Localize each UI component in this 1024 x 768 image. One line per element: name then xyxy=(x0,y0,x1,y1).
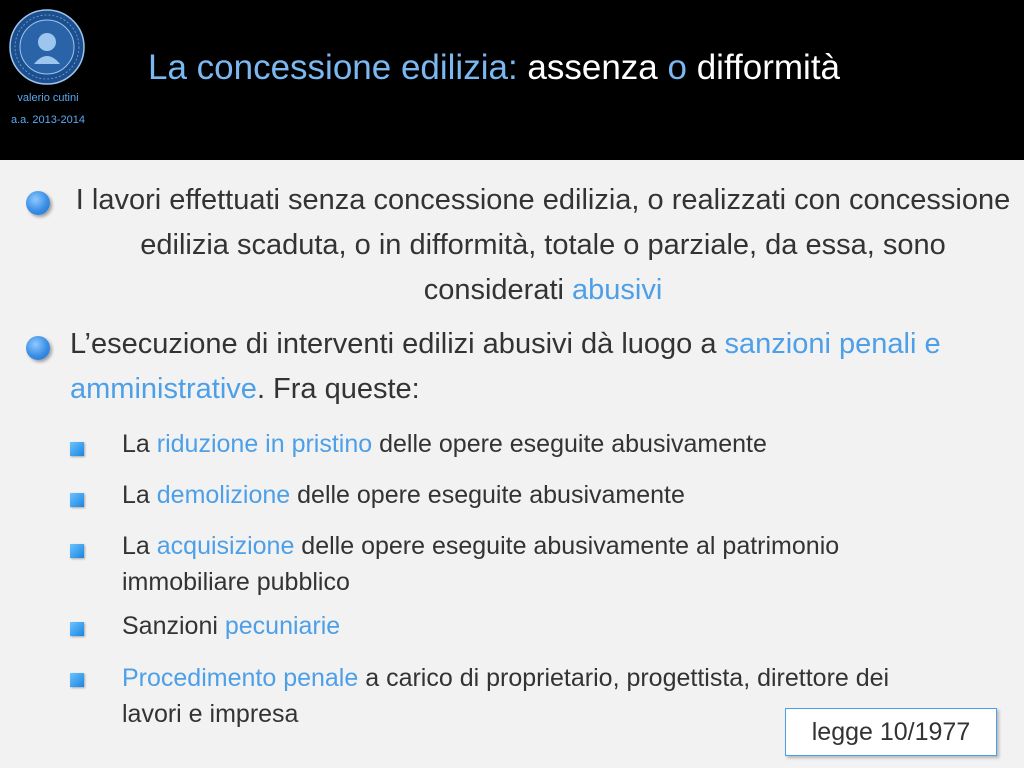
sub-bullet-highlight: demolizione xyxy=(156,481,291,509)
sub-bullet-text: La xyxy=(122,430,157,458)
title-part-3: o xyxy=(667,48,687,87)
title-part-2: assenza xyxy=(527,48,658,87)
bullet-paragraph xyxy=(70,322,970,412)
bullet-paragraph xyxy=(74,178,1012,313)
bullet-text: I lavori effettuati senza concessione edilizia, o realizzati con concessione edilizia scaduta, o in difformità, totale o parziale, da essa, sono considerati xyxy=(75,184,1011,306)
square-bullet-icon xyxy=(70,673,84,687)
author-name: valerio cutini xyxy=(17,92,79,104)
title-part-1: La concessione edilizia: xyxy=(148,48,518,87)
bullet-text: L’esecuzione di interventi edilizi abusivi dà luogo a xyxy=(70,328,725,360)
sub-bullet-highlight: Procedimento penale xyxy=(122,664,359,692)
sub-bullet-item xyxy=(122,426,982,462)
sub-bullet-item xyxy=(122,528,882,600)
bullet-dot-icon xyxy=(26,191,50,215)
bullet-highlight: sanzioni penali e amministrative xyxy=(70,328,941,405)
sub-bullet-text: La xyxy=(122,481,157,509)
square-bullet-icon xyxy=(70,493,84,507)
slide-title xyxy=(148,48,840,88)
sub-bullet-highlight: pecuniarie xyxy=(224,612,341,640)
slide-header xyxy=(0,0,1024,160)
square-bullet-icon xyxy=(70,442,84,456)
sub-bullet-text-end: a carico di proprietario, progettista, direttore dei lavori e impresa xyxy=(122,664,890,728)
square-bullet-icon xyxy=(70,544,84,558)
sub-bullet-highlight: riduzione in pristino xyxy=(156,430,373,458)
sub-bullet-item xyxy=(122,608,982,644)
bullet-text-end: . Fra queste: xyxy=(256,373,420,405)
sub-bullet-text-end: delle opere eseguite abusivamente al patrimonio immobiliare pubblico xyxy=(122,532,840,596)
bullet-highlight: abusivi xyxy=(572,274,663,306)
bullet-dot-icon xyxy=(26,336,50,360)
sub-bullet-text-end: delle opere eseguite abusivamente xyxy=(290,481,685,509)
sub-bullet-text: Sanzioni xyxy=(122,612,225,640)
title-part-4: difformità xyxy=(696,48,841,87)
slide-body xyxy=(0,160,1024,768)
sub-bullet-item xyxy=(122,477,982,513)
sub-bullet-text-end: delle opere eseguite abusivamente xyxy=(372,430,767,458)
sub-bullet-highlight: acquisizione xyxy=(156,532,295,560)
university-seal-icon xyxy=(8,8,86,86)
academic-year: a.a. 2013-2014 xyxy=(10,114,85,126)
law-reference-box: legge 10/1977 xyxy=(785,708,997,756)
square-bullet-icon xyxy=(70,622,84,636)
sub-bullet-text: La xyxy=(122,532,157,560)
